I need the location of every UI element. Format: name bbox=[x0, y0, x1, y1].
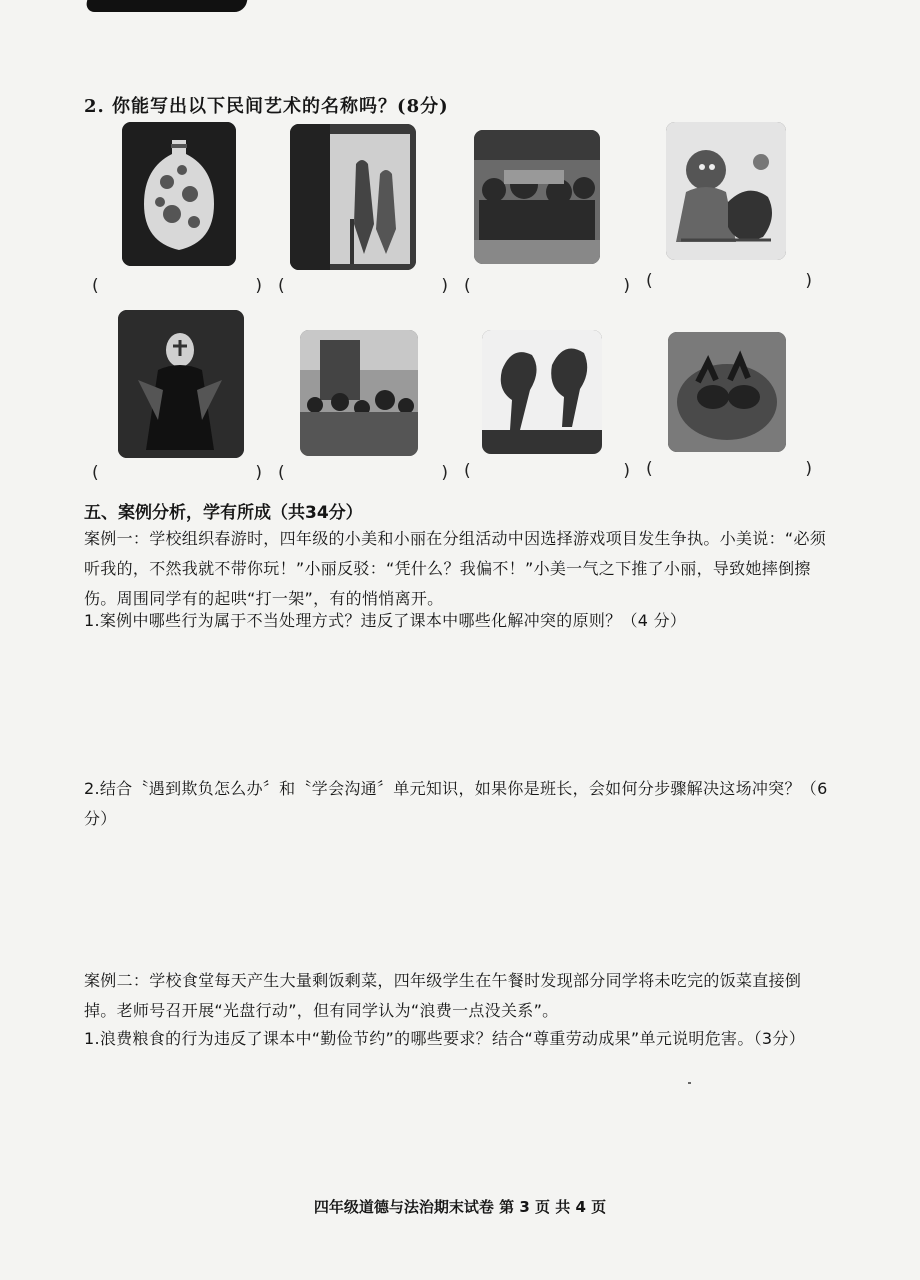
case-1-question-2: 2.结合〝遇到欺负怎么办〞和〝学会沟通〞单元知识，如果你是班长，会如何分步骤解决这场冲突？（6 分） bbox=[84, 779, 828, 828]
case-2-text: 案例二：学校食堂每天产生大量剩饭剩菜，四年级学生在午餐时发现部分同学将未吃完的饭菜直接倒掉。老师号召开展“光盘行动”，但有同学认为“浪费一点没关系”。 bbox=[84, 971, 802, 1020]
answer-blank-2[interactable]: ( ) bbox=[278, 276, 448, 296]
porcelain-vase-photo bbox=[122, 122, 236, 266]
scan-speck bbox=[688, 1082, 691, 1084]
page-footer: 四年级道德与法治期末试卷 第 3 页 共 4 页 bbox=[313, 1198, 607, 1216]
case-1-question-1: 1.案例中哪些行为属于不当处理方式？违反了课本中哪些化解冲突的原则？（4 分） bbox=[84, 611, 687, 630]
answer-blank-1[interactable]: ( ) bbox=[92, 276, 262, 296]
question-2-title: 2. 你能写出以下民间艺术的名称吗？(8分) bbox=[84, 96, 449, 117]
answer-blank-5[interactable]: ( ) bbox=[92, 463, 262, 483]
clay-figure-photo bbox=[668, 332, 786, 452]
paper-cut-photo bbox=[666, 122, 786, 260]
shadow-puppet-photo bbox=[290, 124, 416, 270]
section-5-heading: 五、案例分析，学有所成（共34分） bbox=[84, 503, 363, 523]
opera-mask-photo bbox=[118, 310, 244, 458]
scan-smudge bbox=[85, 0, 248, 12]
temple-fair-photo bbox=[300, 330, 418, 456]
answer-blank-7[interactable]: ( ) bbox=[464, 461, 630, 481]
answer-blank-3[interactable]: ( ) bbox=[464, 276, 630, 296]
case-2-question-1: 1.浪费粮食的行为违反了课本中“勤俭节约”的哪些要求？结合“尊重劳动成果”单元说明危害。（3分） bbox=[84, 1029, 806, 1048]
street-festival-photo bbox=[474, 130, 600, 264]
lion-dance-photo bbox=[482, 330, 602, 454]
answer-blank-4[interactable]: ( ) bbox=[646, 271, 812, 291]
case-1-text: 案例一：学校组织春游时，四年级的小美和小丽在分组活动中因选择游戏项目发生争执。小美说：“必须听我的，不然我就不带你玩！”小丽反驳：“凭什么？我偏不！”小美一气之下推了小丽，导致她摔倒擦伤。周围同学有的起哄“打一架”，有的悄悄离开。 bbox=[84, 529, 827, 608]
answer-blank-8[interactable]: ( ) bbox=[646, 459, 812, 479]
answer-blank-6[interactable]: ( ) bbox=[278, 463, 448, 483]
